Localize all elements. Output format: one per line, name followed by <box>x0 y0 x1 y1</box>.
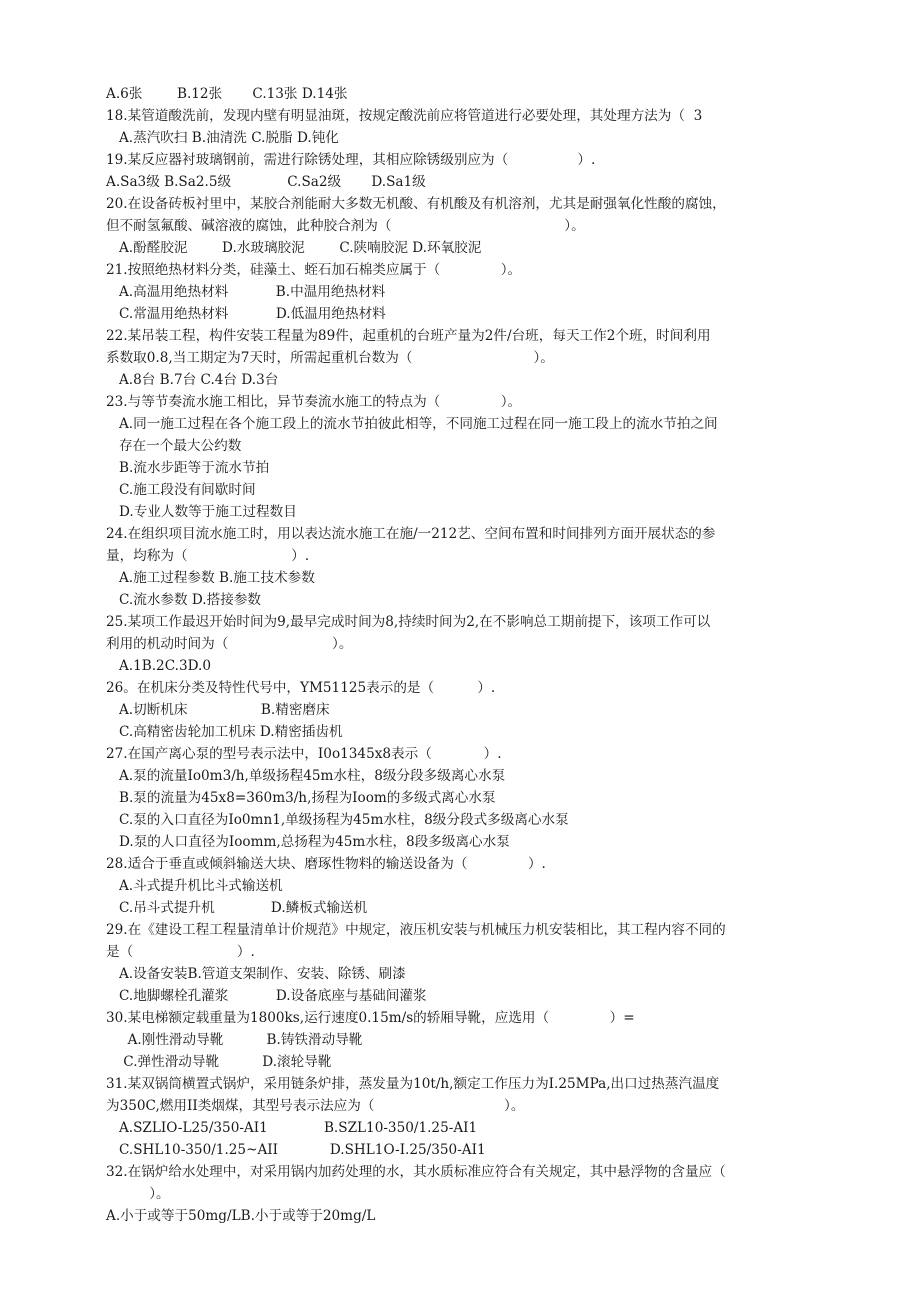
text-line: 存在一个最大公约数 <box>106 438 242 454</box>
text-line: A.泵的流量Io0m3/h,单级扬程45m水柱，8级分段多级离心水泵 <box>106 768 506 784</box>
text-line: 28.适合于垂直或倾斜输送大块、磨琢性物料的输送设备为（ ）. <box>106 856 546 872</box>
text-line: 26。在机床分类及特性代号中，YM51125表示的是（ ）. <box>106 680 496 696</box>
text-line: 25.某项工作最迟开始时间为9,最早完成时间为8,持续时间为2,在不影响总工期前提下，该项工作可以 <box>106 614 711 630</box>
text-line: A.设备安装B.管道支架制作、安装、除锈、刷漆 <box>106 966 406 982</box>
text-line: D.专业人数等于施工过程数目 <box>106 504 297 520</box>
text-line: 系数取0.8,当工期定为7天时，所需起重机台数为（ ）。 <box>106 350 554 366</box>
text-line: C.施工段没有间歇时间 <box>106 482 256 498</box>
text-line: 24.在组织项目流水施工时，用以表达流水施工在施/一212艺、空间布置和时间排列方面开展状态的参 <box>106 526 716 542</box>
text-line: 量，均称为（ ）. <box>106 548 310 564</box>
text-line: 19.某反应器衬玻璃钢前，需进行除锈处理，其相应除锈级别应为（ ）. <box>106 152 596 168</box>
text-line: A.Sa3级 B.Sa2.5级 C.Sa2级 D.Sa1级 <box>106 174 426 190</box>
text-line: C.高精密齿轮加工机床 D.精密插齿机 <box>106 724 343 740</box>
text-line: D.泵的人口直径为Ioomm,总扬程为45m水柱，8段多级离心水泵 <box>106 834 510 850</box>
text-line: 32.在锅炉给水处理中，对采用锅内加药处理的水，其水质标准应符合有关规定，其中悬浮物的含量应（ <box>106 1164 726 1180</box>
text-line: 30.某电梯额定载重量为1800ks,运行速度0.15m/s的轿厢导靴，应选用（ ）= <box>106 1010 635 1026</box>
text-line: C.吊斗式提升机 D.鳞板式输送机 <box>106 900 368 916</box>
text-line: 利用的机动时间为（ ）。 <box>106 636 353 652</box>
text-line: 为350C,燃用II类烟煤，其型号表示法应为（ ）。 <box>106 1098 525 1114</box>
text-line: B.流水步距等于流水节拍 <box>106 460 270 476</box>
text-line: A.斗式提升机比斗式输送机 <box>106 878 283 894</box>
text-line: 31.某双锅筒横置式锅炉，采用链条炉排，蒸发量为10t/h,额定工作压力为I.25MPa,出口过热蒸汽温度 <box>106 1076 720 1092</box>
text-line: A.高温用绝热材料 B.中温用绝热材料 <box>106 284 386 300</box>
text-line: A.同一施工过程在各个施工段上的流水节拍彼此相等，不同施工过程在同一施工段上的流水节拍之间 <box>106 416 718 432</box>
text-line: 23.与等节奏流水施工相比，异节奏流水施工的特点为（ ）。 <box>106 394 522 410</box>
text-line: 27.在国产离心泵的型号表示法中，I0o1345x8表示（ ）. <box>106 746 502 762</box>
text-line: 29.在《建设工程工程量清单计价规范》中规定，液压机安装与机械压力机安装相比，其工程内容不同的 <box>106 922 726 938</box>
text-line: C.常温用绝热材料 D.低温用绝热材料 <box>106 306 386 322</box>
text-line: ）。 <box>106 1186 170 1202</box>
text-line: 20.在设备砖板衬里中，某胶合剂能耐大多数无机酸、有机酸及有机溶剂，尤其是耐强氧化性酸的腐蚀， <box>106 196 726 212</box>
text-line: A.施工过程参数 B.施工技术参数 <box>106 570 315 586</box>
text-line: A.蒸汽吹扫 B.油清洗 C.脱脂 D.钝化 <box>106 130 339 146</box>
text-line: C.泵的入口直径为Io0mn1,单级扬程为45m水柱，8级分段式多级离心水泵 <box>106 812 569 828</box>
text-line: C.弹性滑动导靴 D.滚轮导靴 <box>106 1054 332 1070</box>
text-line: A.小于或等于50mg/LB.小于或等于20mg/L <box>106 1208 376 1224</box>
text-line: C.流水参数 D.搭接参数 <box>106 592 262 608</box>
text-line: 22.某吊装工程，构件安装工程量为89件，起重机的台班产量为2件/台班，每天工作2个班，时间利用 <box>106 328 711 344</box>
text-line: 18.某管道酸洗前，发现内壁有明显油斑，按规定酸洗前应将管道进行必要处理，其处理方法为（ 3 <box>106 108 703 124</box>
text-line: C.SHL10-350/1.25~AII D.SHL1O-I.25/350-AI1 <box>106 1142 486 1158</box>
text-line: A.酚醛胶泥 D.水玻璃胶泥 C.陕喃胶泥 D.环氧胶泥 <box>106 240 482 256</box>
text-line: 是（ ）. <box>106 944 255 960</box>
text-line: A.1B.2C.3D.0 <box>106 658 211 674</box>
text-line: A.SZLIO-L25/350-AI1 B.SZL10-350/1.25-AI1 <box>106 1120 478 1136</box>
text-line: A.刚性滑动导靴 B.铸铁滑动导靴 <box>106 1032 363 1048</box>
text-line: 21.按照绝热材料分类，硅藻土、蛭石加石棉类应属于（ ）。 <box>106 262 522 278</box>
text-line: C.地脚螺栓孔灌浆 D.设备底座与基础间灌浆 <box>106 988 427 1004</box>
text-line: A.切断机床 B.精密磨床 <box>106 702 330 718</box>
text-line: B.泵的流量为45x8=360m3/h,扬程为Ioom的多级式离心水泵 <box>106 790 496 806</box>
text-line: A.6张 B.12张 C.13张 D.14张 <box>106 86 348 102</box>
text-line: A.8台 B.7台 C.4台 D.3台 <box>106 372 279 388</box>
text-line: 但不耐氢氟酸、碱溶液的腐蚀，此种胶合剂为（ ）。 <box>106 218 585 234</box>
